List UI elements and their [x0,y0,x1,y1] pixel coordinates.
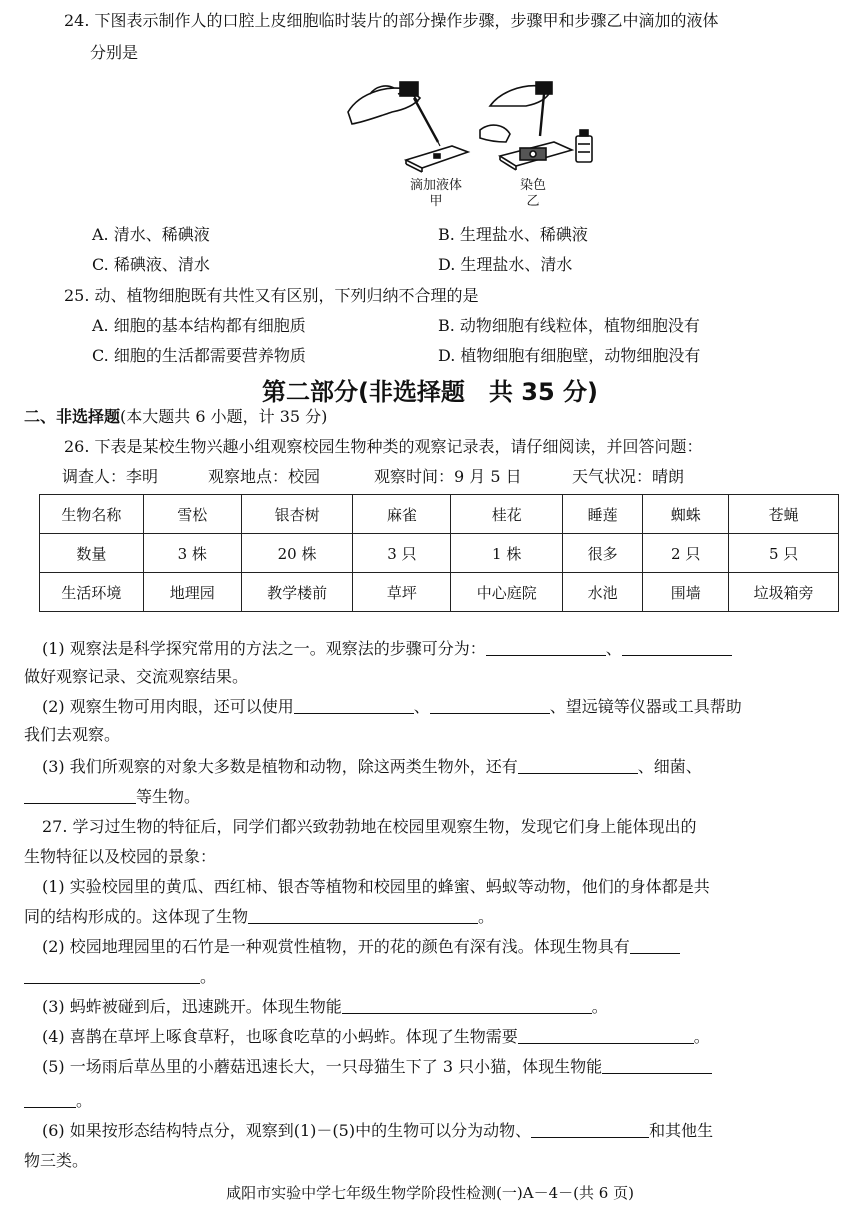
part2-heading-note: (本大题共 6 小题，计 35 分) [120,407,328,426]
answer-blank[interactable] [630,937,680,954]
q26-info-weather: 天气状况：晴朗 [572,467,685,486]
q25-option-a: A. 细胞的基本结构都有细胞质 [92,316,306,335]
q26-part1-sep: 、 [605,639,622,658]
q27-part2-text: (2) 校园地理园里的石竹是一种观赏性植物，开的花的颜色有深有浅。体现生物具有 [42,937,630,956]
figure-caption-right-2: 乙 [526,194,540,209]
q25-option-b: B. 动物细胞有线粒体，植物细胞没有 [438,316,700,335]
table-cell: 2 只 [643,534,729,573]
answer-blank[interactable] [486,639,606,656]
table-row [40,495,839,534]
table-cell: 桂花 [451,495,563,534]
figure-caption-left-2: 甲 [429,194,443,209]
q27-part5-end: 。 [76,1091,93,1110]
answer-blank[interactable] [602,1057,712,1074]
q26-part2-sep: 、 [413,697,430,716]
q26-part3-text: (3) 我们所观察的对象大多数是植物和动物，除这两类生物外，还有 [42,757,518,776]
q26-part3-tail: 、细菌、 [637,757,702,776]
q27-part4-text: (4) 喜鹊在草坪上啄食草籽，也啄食吃草的小蚂蚱。体现了生物需要 [42,1027,518,1046]
q26-info-location: 观察地点：校园 [208,467,321,486]
q26-info-time: 观察时间：9 月 5 日 [374,467,522,486]
q27-part5-text: (5) 一场雨后草丛里的小蘑菇迅速长大，一只母猫生下了 3 只小猫，体现生物能 [42,1057,603,1076]
q24-option-a: A. 清水、稀碘液 [92,225,210,244]
q26-part3 [42,756,702,778]
q27-part1-end: 。 [478,907,495,926]
page-footer: 咸阳市实验中学七年级生物学阶段性检测(一)A－4－(共 6 页) [226,1184,634,1202]
q26-part3-end: 等生物。 [136,787,201,806]
q25-option-c: C. 细胞的生活都需要营养物质 [92,346,306,365]
answer-blank[interactable] [518,1027,694,1044]
q26-info-investigator: 调查人：李明 [62,467,159,486]
table-row [40,573,839,612]
q27-part1: (1) 实验校园里的黄瓜、西红柿、银杏等植物和校园里的蜂蜜、蚂蚁等动物，他们的身体都是共 [42,877,710,896]
q27-part2-end: 。 [200,967,217,986]
q27-part3-end: 。 [591,997,608,1016]
table-cell: 地理园 [143,573,241,612]
table-cell: 苍蝇 [729,495,839,534]
q26-part3-cont [24,786,200,808]
figure-caption-right-1: 染色 [519,178,546,193]
q24-option-d: D. 生理盐水、清水 [438,255,573,274]
table-cell: 水池 [563,573,643,612]
table-cell: 蜘蛛 [643,495,729,534]
table-cell: 银杏树 [241,495,353,534]
part2-heading [24,406,327,428]
q27-part4-end: 。 [693,1027,710,1046]
table-row [40,534,839,573]
q27-part5 [42,1056,712,1078]
q27-part6-text: (6) 如果按形态结构特点分，观察到(1)－(5)中的生物可以分为动物、 [42,1121,532,1140]
answer-blank[interactable] [24,1091,76,1108]
q25-stem: 25. 动、植物细胞既有共性又有区别，下列归纳不合理的是 [64,286,479,305]
table-cell: 围墙 [643,573,729,612]
q27-part5-cont [24,1090,92,1112]
q26-part2-tail: 、望远镜等仪器或工具帮助 [549,697,742,716]
answer-blank[interactable] [531,1121,649,1138]
q27-part3-text: (3) 蚂蚱被碰到后，迅速跳开。体现生物能 [42,997,342,1016]
table-cell: 垃圾箱旁 [729,573,839,612]
q27-part1-text: 同的结构形成的。这体现了生物 [24,907,249,926]
table-cell: 睡莲 [563,495,643,534]
table-cell: 20 株 [241,534,353,573]
q26-part2 [42,696,742,718]
staining-hands-illustration [480,82,592,170]
answer-blank[interactable] [248,907,478,924]
answer-blank[interactable] [342,997,592,1014]
q27-part4 [42,1026,710,1048]
q26-part2-cont: 我们去观察。 [24,725,121,744]
q26-part1-text: (1) 观察法是科学探究常用的方法之一。观察法的步骤可分为： [42,639,486,658]
q27-stem-line1: 27. 学习过生物的特征后，同学们都兴致勃勃地在校园里观察生物，发现它们身上能体现出的 [42,817,697,836]
table-cell: 中心庭院 [451,573,563,612]
answer-blank[interactable] [518,757,638,774]
q24-stem-line1: 24. 下图表示制作人的口腔上皮细胞临时装片的部分操作步骤，步骤甲和步骤乙中滴加的液体 [64,11,719,30]
q26-stem: 26. 下表是某校生物兴趣小组观察校园生物种类的观察记录表，请仔细阅读，并回答问题： [64,437,703,456]
table-cell: 很多 [563,534,643,573]
answer-blank[interactable] [430,697,550,714]
observation-table [39,494,839,612]
dropper-hand-illustration [348,82,468,172]
q24-stem-line2: 分别是 [90,43,139,62]
table-cell: 教学楼前 [241,573,353,612]
q26-part2-text: (2) 观察生物可用肉眼，还可以使用 [42,697,294,716]
q25-option-d: D. 植物细胞有细胞壁，动物细胞没有 [438,346,701,365]
q26-part1 [42,638,732,660]
q27-part2-cont [24,966,216,988]
table-cell: 3 只 [353,534,451,573]
q27-part6-tail: 和其他生 [649,1121,714,1140]
q24-option-c: C. 稀碘液、清水 [92,255,210,274]
q27-part1-cont [24,906,494,928]
q27-part6-cont: 物三类。 [24,1151,89,1170]
q27-part6 [42,1120,713,1142]
table-cell: 1 株 [451,534,563,573]
answer-blank[interactable] [24,787,136,804]
q26-part1-cont: 做好观察记录、交流观察结果。 [24,667,249,686]
q27-part3 [42,996,608,1018]
part2-heading-label: 二、非选择题 [24,407,121,426]
table-cell: 生活环境 [40,573,144,612]
q27-part2 [42,936,680,958]
table-cell: 5 只 [729,534,839,573]
figure-caption-left-1: 滴加液体 [409,178,462,193]
answer-blank[interactable] [622,639,732,656]
table-cell: 数量 [40,534,144,573]
table-cell: 雪松 [143,495,241,534]
table-cell: 麻雀 [353,495,451,534]
table-cell: 草坪 [353,573,451,612]
table-cell: 3 株 [143,534,241,573]
answer-blank[interactable] [294,697,414,714]
table-cell: 生物名称 [40,495,144,534]
part2-title: 第二部分(非选择题 共 35 分) [261,378,599,406]
q27-stem-line2: 生物特征以及校园的景象： [24,847,217,866]
q24-option-b: B. 生理盐水、稀碘液 [438,225,588,244]
answer-blank[interactable] [24,967,200,984]
